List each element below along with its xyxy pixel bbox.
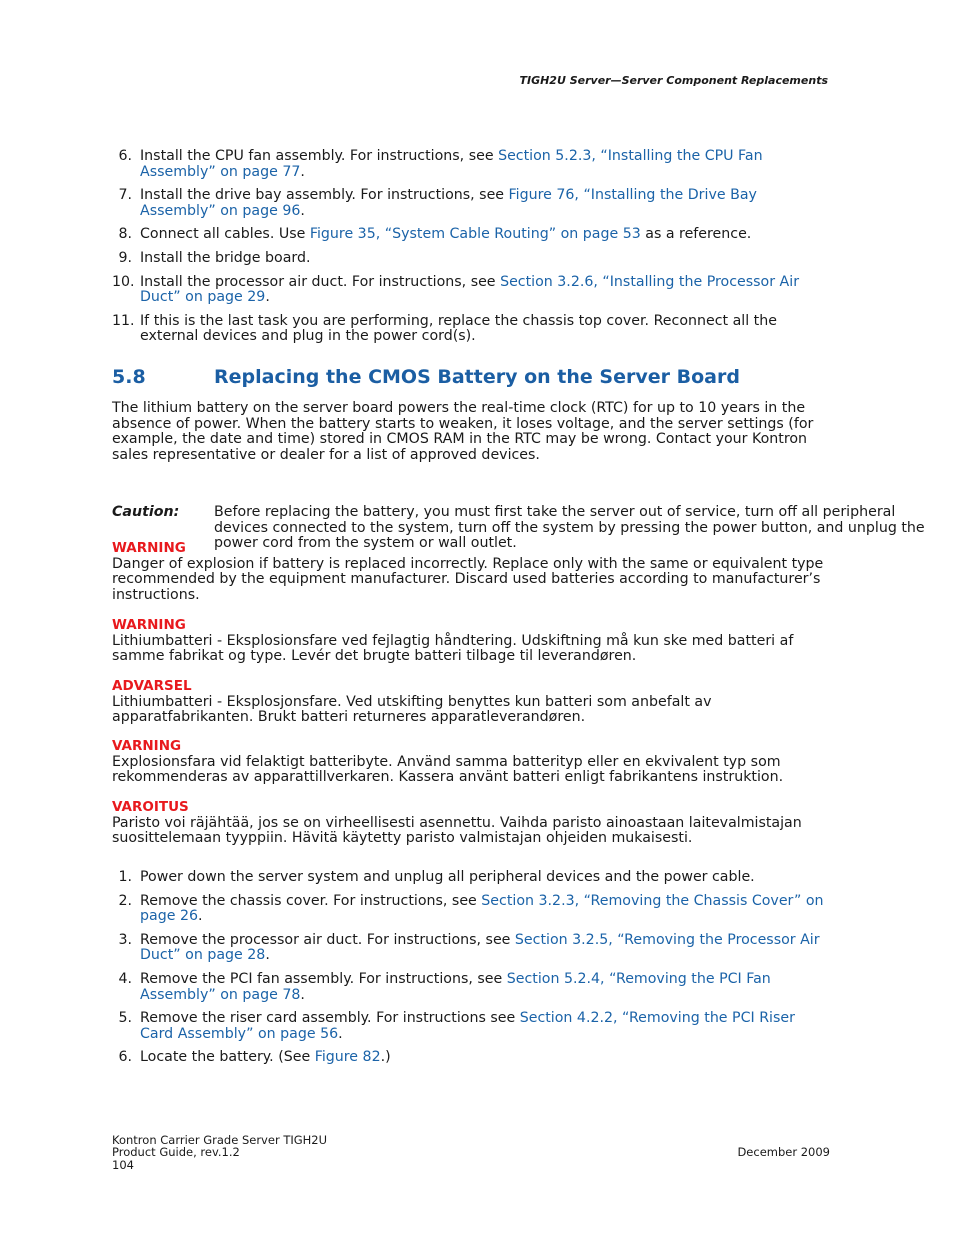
warning-text: Explosionsfara vid felaktigt batteribyte. Använd samma batterityp eller en ekvivalent typ som rekommenderas av apparattillverkaren. Kassera använt batteri enligt fabrikantens instruktion.: [112, 753, 784, 786]
caution-text: Before replacing the battery, you must first take the server out of service, turn off all peripheral devices connected to the system, turn off the system by pressing the power button, and unplug the power cord from the system or wall outlet.: [214, 504, 925, 552]
steps-top-list: [112, 149, 830, 353]
warning-text: Paristo voi räjähtää, jos se on virheellisesti asennettu. Vaihda paristo ainoastaan laitevalmistajan suosittelemaan tyyppiin. Hävitä käytetty paristo valmistajan ohjeiden mukaisesti.: [112, 814, 802, 847]
list-item: 2. Remove the chassis cover. For instructions, see Section 3.2.3, “Removing the Chassis Cover” on page 26.: [118, 892, 824, 925]
list-item: 11. If this is the last task you are performing, replace the chassis top cover. Reconnect all the external devices and plug in the power cord(s).: [112, 312, 777, 345]
list-item: 6. Locate the battery. (See Figure 82.): [118, 1049, 391, 1066]
warning-text: Danger of explosion if battery is replaced incorrectly. Replace only with the same or equivalent type recommended by the equipment manufacturer. Discard used batteries according to manufacturer’s instructions.: [112, 555, 824, 603]
warning-text: Lithiumbatteri - Eksplosjonsfare. Ved utskifting benyttes kun batteri som anbefalt av apparatfabrikanten. Brukt batteri returneres apparatleverandøren.: [112, 693, 712, 726]
page-number: 104: [112, 1157, 134, 1172]
list-item: 4. Remove the PCI fan assembly. For instructions, see Section 5.2.4, “Removing the PCI Fan Assembly” on page 78.: [118, 970, 771, 1003]
running-header: TIGH2U Server—Server Component Replacements: [519, 74, 828, 87]
section-heading: [112, 366, 830, 390]
figure-link[interactable]: Figure 82: [314, 1049, 381, 1066]
footer-product: Kontron Carrier Grade Server TIGH2U: [112, 1133, 328, 1147]
caution-label: Caution:: [112, 504, 180, 520]
warning-title: VAROITUS: [112, 799, 189, 815]
cross-reference-link[interactable]: Section 3.2.3, “Removing the Chassis Cover” on page 26: [140, 892, 824, 925]
warning-text: Lithiumbatteri - Eksplosionsfare ved fejlagtig håndtering. Udskiftning må kun ske med batteri af samme fabrikat og type. Levér det brugte batteri tilbage til leverandøren.: [112, 632, 794, 665]
cross-reference-link[interactable]: Section 3.2.6, “Installing the Processor Air Duct” on page 29: [140, 273, 800, 306]
intro-paragraph: The lithium battery on the server board powers the real-time clock (RTC) for up to 10 years in the absence of power. When the battery starts to weaken, it loses voltage, and the server settings (for example, the date and time) stored in CMOS RAM in the RTC may be wrong. Contact your Kontron sales representative or dealer for a list of approved devices.: [112, 400, 814, 463]
cross-reference-link[interactable]: Section 4.2.2, “Removing the PCI Riser Card Assembly” on page 56: [140, 1010, 795, 1042]
page-footer: [112, 1134, 830, 1171]
warning-block: [112, 541, 830, 603]
list-item: 3. Remove the processor air duct. For instructions, see Section 3.2.5, “Removing the Processor Air Duct” on page 28.: [118, 931, 820, 964]
section-title: Replacing the CMOS Battery on the Server Board: [214, 366, 740, 388]
list-item: 9. Install the bridge board.: [118, 249, 311, 266]
list-item: 5. Remove the riser card assembly. For instructions see Section 4.2.2, “Removing the PCI Riser Card Assembly” on page 56.: [118, 1010, 795, 1042]
warning-block: [112, 800, 830, 847]
footer-date: December 2009: [737, 1145, 830, 1159]
cross-reference-link[interactable]: Section 5.2.4, “Removing the PCI Fan Assembly” on page 78: [140, 970, 771, 1003]
section-number: 5.8: [112, 366, 146, 388]
warning-title: WARNING: [112, 617, 186, 633]
warning-title: VARNING: [112, 738, 182, 754]
list-item: 6. Install the CPU fan assembly. For instructions, see Section 5.2.3, “Installing the CPU Fan Assembly” on page 77.: [118, 148, 763, 180]
cross-reference-link[interactable]: Section 5.2.3, “Installing the CPU Fan Assembly” on page 77: [140, 148, 763, 180]
steps-bottom-list: [112, 870, 830, 1074]
warning-block: [112, 679, 830, 726]
list-item: 7. Install the drive bay assembly. For instructions, see Figure 76, “Installing the Drive Bay Assembly” on page 96.: [118, 187, 757, 219]
list-item: 8. Connect all cables. Use Figure 35, “System Cable Routing” on page 53 as a reference.: [118, 226, 752, 243]
footer-guide: Product Guide, rev.1.2: [112, 1145, 240, 1160]
cross-reference-link[interactable]: Figure 76, “Installing the Drive Bay Assembly” on page 96: [140, 187, 757, 219]
cross-reference-link[interactable]: Section 3.2.5, “Removing the Processor Air Duct” on page 28: [140, 931, 820, 964]
cross-reference-link[interactable]: Figure 35, “System Cable Routing” on page 53: [309, 226, 641, 243]
list-item: 1. Power down the server system and unplug all peripheral devices and the power cable.: [118, 869, 755, 885]
warning-title: ADVARSEL: [112, 678, 192, 694]
warning-block: [112, 618, 830, 665]
warning-block: [112, 739, 830, 786]
list-item: 10. Install the processor air duct. For instructions, see Section 3.2.6, “Installing the Processor Air Duct” on page 29.: [112, 273, 800, 306]
warning-title: WARNING: [112, 540, 186, 556]
